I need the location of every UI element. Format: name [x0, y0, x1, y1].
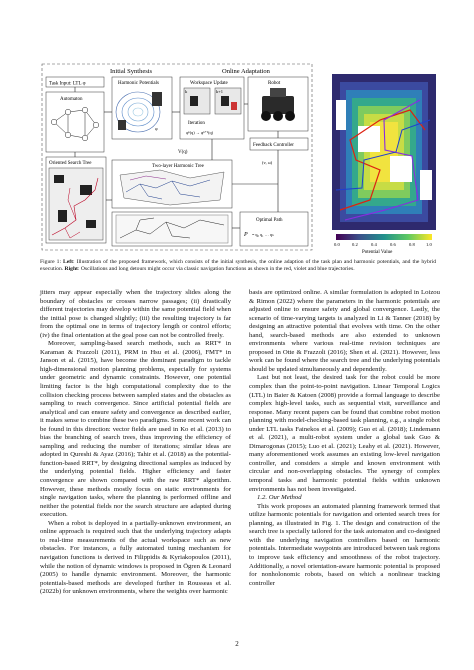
potential-update-label: φᵏ(q) → φᵏ⁺¹(q)	[186, 130, 213, 135]
automaton-label: Automaton	[60, 97, 83, 102]
workspace-update-label: Workspace Update	[190, 81, 228, 86]
caption-right-bold: Right	[64, 266, 78, 273]
two-layer-tree-graphic	[120, 170, 224, 205]
paragraph: basis are optimized online. A similar formulation is adopted in Loizou & Rimon (2022) where the parameters in the harmonic potentials are adjusted online to ensure safety and global convergence. Lastly, the scenario of time-varying targets is analyzed in Li & Tanner (2018) by designing an attractive potential that evolves with time. On the other hand, search-based methods are also extended to unknown environments where various real-time revision techniques are proposed in Otte & Frazzoli (2016); Shen et al. (2021). However, less work can be found where the search tree and the underlying potentials should be updated simultaneously and dependently.	[249, 289, 440, 373]
colorbar-tick: 1.0	[426, 242, 432, 247]
figure-1	[40, 60, 438, 255]
colorbar-ticks	[334, 242, 432, 247]
figure-caption	[40, 259, 436, 273]
task-input-label: Task Input: LTL φ	[49, 81, 86, 87]
section-heading: 1.2. Our Method	[257, 494, 302, 502]
colorbar-label: Potential Value	[362, 250, 393, 255]
page-number: 2	[235, 640, 239, 648]
search-tree-label: Oriented Search Tree	[49, 161, 92, 166]
colorbar-tick: 0.4	[371, 242, 377, 247]
k-label: k	[185, 89, 188, 94]
paragraph: When a robot is deployed in a partially-unknown environment, an online approach is required such that the underlying trajectory adapts to real-time measurements of the actual workspace such as new obstacles. For instances, a fully automated tuning mechanism for navigation functions is derived in Filippidis & Kyriakopoulos (2011), while the notion of dynamic windows is proposed in Ögren & Leonard (2005) to handle dynamic environment. Moreover, the harmonic potentials-based methods are developed further in Rousseas et al. (2022b) for unknown environments, where the weights over harmonic	[40, 519, 231, 596]
harmonic-potentials-label: Harmonic Potentials	[118, 81, 159, 86]
colorbar-tick: 0.8	[409, 242, 415, 247]
feedback-controller-label: Feedback Controller	[253, 143, 294, 148]
search-tree-map	[49, 168, 103, 240]
panel-online-label: Online Adaptation	[222, 68, 270, 75]
potential-symbol: φ	[155, 126, 158, 131]
paragraph: Moreover, sampling-based search methods, such as RRT* in Karaman & Frazzoli (2011), PRM in Hsu et al. (2006), FMT* in Janson et al. (2015), have become the dominant paradigm to tackle high-dimensional motion planning problems, especially for systems under geometric and dynamic constraints. However, one potential limiting factor is the high computational complexity due to the collision checking process between sampled states and the obstacles as sampling to reach convergence. Since artificial potential fields are analytical and can ensure safety and convergence as described earlier, it makes sense to combine these two paradigms. Some recent work can be found in this direction: vector fields are used in Ko et al. (2013) to bias the branching of search trees, thus improving the efficiency of sampling and reducing the number of iterations; similar ideas are adopted in Qureshi & Ayaz (2016); Tahir et al. (2018) as the potential-function-based RRT*, by designing directional samples as induced by the underlying potential fields. Higher efficiency and faster convergence are shown compared with the raw RRT* algorithm. However, these methods mostly focus on static environments for single navigation tasks, where the planning is performed offline and neither the potential fields nor the search structure are adapted during execution.	[40, 340, 231, 519]
iteration-label: Iteration	[188, 121, 205, 126]
caption-text-right: : Oscillations and long detours might occur via classic navigation functions as shown in the red, violet and blue trajectories.	[77, 266, 355, 273]
paragraph: Last but not least, the desired task for the robot could be more complex than the point-to-point navigation. Linear Temporal Logics (LTL) in Baier & Katoen (2008) provide a formal language to describe complex high-level tasks, such as sequential visit, surveillance and response. Many recent papers can be found that combine robot motion planning with model-checking-based task planning, e.g., a single robot under LTL tasks Fainekos et al. (2009); Guo et al. (2018); Lindemann et al. (2021), a multi-robot system under a global task Guo & Dimarogonas (2015); Luo et al. (2021); Leahy et al. (2021). However, many aforementioned work assumes an existing low-level navigation controller, and considers a simple and known environment with circular and non-overlapping obstacles. The synergy of complex temporal tasks and harmonic potential fields within unknown environments has not been investigated.	[249, 374, 440, 493]
paragraph: This work proposes an automated planning framework termed that utilize harmonic potentials for navigation and oriented search trees for planning, as illustrated in Fig. 1. The design and construction of the search tree is specially tailored for the task automaton and co-designed with the underlying navigation controllers based on harmonic potentials. Intermediate waypoints are introduced between task regions to improve task efficiency and smoothness of the robot trajectory. Additionally, a novel orientation-aware harmonic potential is proposed for nonholonomic robots, based on which a nonlinear tracking controller	[249, 502, 440, 587]
optimal-path-label: Optimal Path	[256, 218, 283, 223]
path-symbol: P	[244, 232, 248, 238]
controller-output-label: (v, ω)	[262, 160, 273, 165]
panel-initial-label: Initial Synthesis	[110, 68, 153, 75]
k1-label: k+1	[216, 89, 224, 94]
robot-label: Robot	[268, 81, 281, 86]
colorbar	[336, 234, 432, 240]
path-sequence: = q₀ q₁ … qₙ	[252, 232, 274, 237]
right-column	[249, 289, 440, 588]
caption-left-bold: Left	[63, 259, 73, 265]
left-column	[40, 289, 231, 597]
caption-text-left: : Illustration of the proposed framework, which consists of the initial synthesis, the online adaption of the task plan and harmonic potentials, and the hybrid execution.	[40, 259, 436, 273]
colorbar-tick: 0.0	[334, 242, 340, 247]
tree-detail-graphic	[116, 215, 228, 243]
colorbar-tick: 0.6	[390, 242, 396, 247]
caption-label: Figure 1:	[40, 259, 64, 265]
framework-diagram	[40, 60, 438, 255]
colorbar-tick: 0.2	[352, 242, 358, 247]
potential-field-plot	[332, 74, 436, 230]
paragraph: jitters may appear especially when the trajectory slides along the boundary of obstacles or crosses narrow passages; (ii) drastically different trajectories may develop within the same potential field when the initial pose is changed slightly; (iii) the resulting trajectory is far from the optimal one in terms of trajectory length or control efforts; (iv) the final orientation at the goal pose can not be controlled freely.	[40, 289, 231, 339]
two-layer-tree-label: Two-layer Harmonic Tree	[152, 164, 204, 169]
v-label: V(q)	[178, 150, 188, 155]
